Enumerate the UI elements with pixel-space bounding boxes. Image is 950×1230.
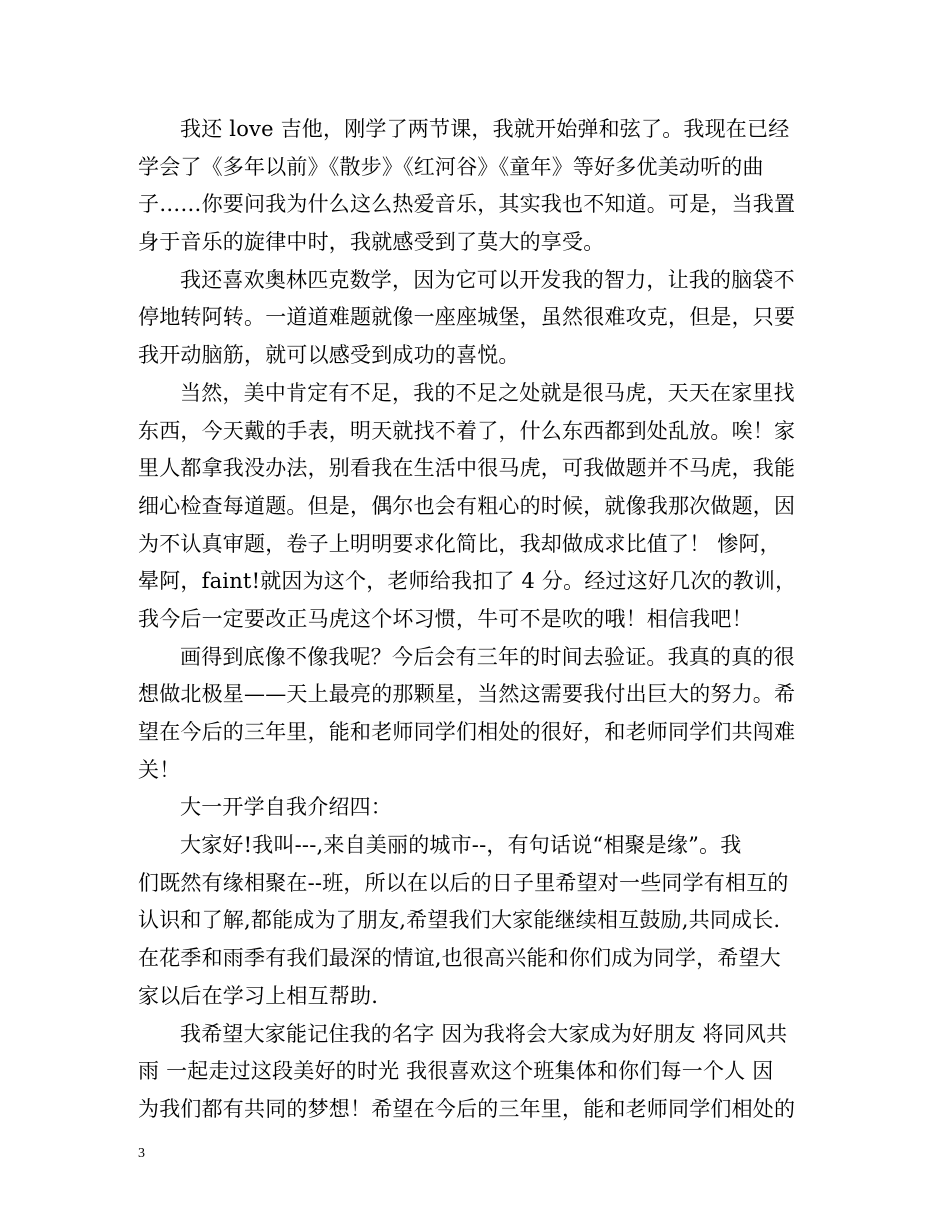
text-line: 在花季和雨季有我们最深的情谊,也很高兴能和你们成为同学，希望大 <box>138 946 781 971</box>
text-line: 里人都拿我没办法，别看我在生活中很马虎，可我做题并不马虎，我能 <box>138 456 796 481</box>
text-line: 想做北极星——天上最亮的那颗星，当然这需要我付出巨大的努力。希 <box>138 682 796 707</box>
body-text <box>138 111 816 1129</box>
text-line: 认识和了解,都能成为了朋友,希望我们大家能继续相互鼓励,共同成长. <box>138 908 781 933</box>
text-line: 关！ <box>138 757 181 782</box>
text-line: 家以后在学习上相互帮助. <box>138 983 379 1008</box>
text-line: 大家好!我叫---,来自美丽的城市--，有句话说“相聚是缘”。我 <box>180 833 742 858</box>
text-line: 们既然有缘相聚在--班，所以在以后的日子里希望对一些同学有相互的 <box>138 870 789 895</box>
text-line: 当然，美中肯定有不足，我的不足之处就是很马虎，天天在家里找 <box>180 380 795 405</box>
text-line: 我开动脑筋，就可以感受到成功的喜悦。 <box>138 343 520 368</box>
text-line: 细心检查每道题。但是，偶尔也会有粗心的时候，就像我那次做题，因 <box>138 493 796 518</box>
text-line: 我还喜欢奥林匹克数学，因为它可以开发我的智力，让我的脑袋不 <box>180 267 795 292</box>
text-line: 为不认真审题，卷子上明明要求化简比，我却做成求比值了！ 惨阿， <box>138 531 781 556</box>
page-number: 3 <box>138 1146 145 1161</box>
text-line: 子……你要问我为什么这么热爱音乐，其实我也不知道。可是，当我置 <box>138 192 796 217</box>
text-line: 我还 love 吉他，刚学了两节课，我就开始弹和弦了。我现在已经 <box>180 117 790 141</box>
section-heading: 大一开学自我介绍四： <box>180 795 392 820</box>
text-line: 为我们都有共同的梦想！希望在今后的三年里，能和老师同学们相处的 <box>138 1096 796 1121</box>
text-line: 东西，今天戴的手表，明天就找不着了，什么东西都到处乱放。唉！家 <box>138 418 796 443</box>
text-line: 画得到底像不像我呢？今后会有三年的时间去验证。我真的真的很 <box>180 644 795 669</box>
text-line: 停地转阿转。一道道难题就像一座座城堡，虽然很难攻克，但是，只要 <box>138 305 796 330</box>
text-line: 望在今后的三年里，能和老师同学们相处的很好，和老师同学们共闯难 <box>138 720 796 744</box>
text-line: 晕阿，faint!就因为这个，老师给我扣了 4 分。经过这好几次的教训， <box>138 569 797 594</box>
text-line: 我今后一定要改正马虎这个坏习惯，牛可不是吹的哦！相信我吧！ <box>138 606 753 631</box>
text-line: 我希望大家能记住我的名字 因为我将会大家成为好朋友 将同风共 <box>180 1021 788 1046</box>
text-line: 学会了《多年以前》《散步》《红河谷》《童年》等好多优美动听的曲 <box>138 154 764 179</box>
text-line: 雨 一起走过这段美好的时光 我很喜欢这个班集体和你们每一个人 因 <box>138 1059 774 1084</box>
text-line: 身于音乐的旋律中时，我就感受到了莫大的享受。 <box>138 230 605 255</box>
